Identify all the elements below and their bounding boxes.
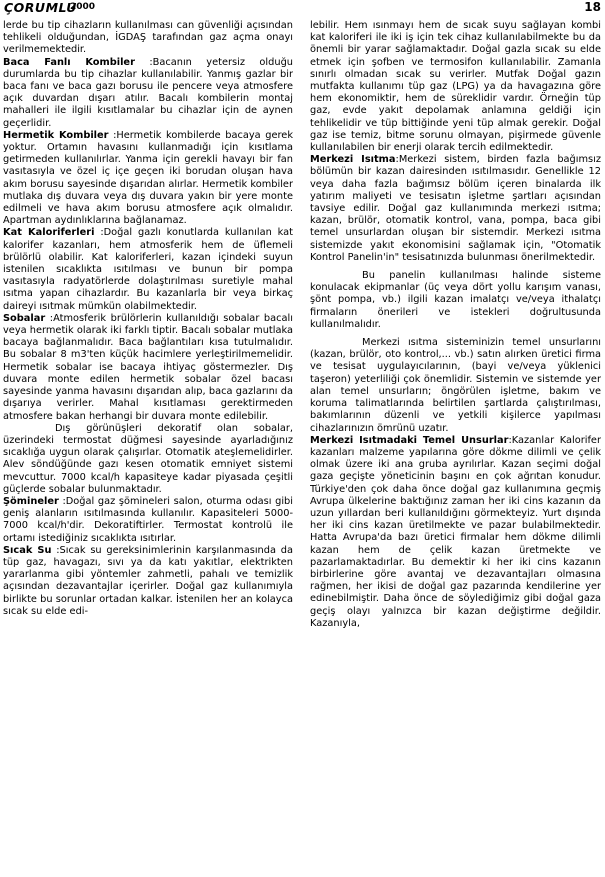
paragraph [3,496,293,545]
paragraph-text: :Bacanın yetersiz olduğu durumlarda bu tip cihazlar kullanılabilir. Yanmış gazlar bir baca fanı ve baca gazı borusu ile pencere veya atmosfere açık duvardan dışarı atılır. Bacalı kombilerin montaj mahalleri ile ilgili kısıtlamalar bu cihazlar için de aynen geçerlidir. [3,56,293,129]
section-heading: Sobalar [3,312,46,324]
section-heading: Hermetik Kombiler [3,129,109,141]
paragraph-text: :Kazanlar Kalorifer kazanları malzeme yapılarına göre dökme dilimli ve çelik olmak üzere iki ana gruba ayrılırlar. Kazan seçimi doğal gaza geçişte yöneticinin başını en çok ağrıtan konudur. Türkiye'den çok daha önce doğal gaz kullanımına geçmiş Avrupa ülkelerine baktığınız zaman her iki cins kazanın da uzun yıllardan beri kullanıldığını görmekteyiz. Yurt dışında her iki cins kazan üretilmekte ve pazar bulabilmektedir. Hatta Avrupa'da bazı üretici firmalar hem dökme dilimli kazan hem de çelik kazan üretmekte ve pazarlamaktadırlar. Bu demektir ki her iki cins kazanın birbirlerine göre avantaj ve dezavantajları olmasına rağmen, her ikisi de doğal gaz pazarında kendilerine yer edinebilmiştir. Daha önce de söylediğimiz gibi doğal gaza geçiş olayı yalnızca bir kazan değiştirme değildir. Kazanıyla, [310,434,601,629]
section-heading: Şömineler [3,495,59,507]
paragraph-text: :Doğal gaz şömineleri salon, oturma odası gibi geniş alanların ısıtılmasında kullanılır. Kapasiteleri 5000-7000 kcal/h'dir. Dekoratiftirler. Termostat kontrolü ile ortamı istediğiniz sıcaklıkta ısıtırlar. [3,495,293,544]
paragraph [3,20,293,57]
paragraph [310,20,601,154]
magazine-logo: ÇORUMLU [4,0,77,15]
left-text-column [3,20,293,875]
paragraph [3,227,293,312]
page-header [0,0,605,18]
paragraph-text: :Sıcak su gereksinimlerinin karşılanmasında da tüp gaz, havagazı, sıvı ya da katı yakıtlar, elektrikten yararlanma gibi yöntemler zahmetli, pahalı ve temizlik açısından dezavantajlar içerirler. Doğal gaz kullanımıyla birlikte bu sorunlar ortadan kalkar. İstenilen her an kolayca sıcak su elde edi- [3,544,293,617]
paragraph [3,57,293,130]
right-text-column [310,20,601,875]
paragraph [3,130,293,228]
paragraph [310,435,601,630]
section-heading: Merkezi Isıtmadaki Temel Unsurlar [310,434,509,446]
section-heading: Merkezi Isıtma [310,154,396,166]
paragraph-text: Merkezi ısıtma sisteminizin temel unsurlarını (kazan, brülör, oto kontrol,... vb.) satın alırken üretici firma ve tesisat uygulayıcılarının, (bayi ve/veya yüklenici taşeron) yeterliliği çok önemlidir. Sistemin ve sistemde yer alan temel unsurların; öngörülen işletme, bakım ve koruma talimatlarında belirtilen şartlarda çalıştırılması, bakımlarının düzenli ve yetkili kişilerce yapılması cihazlarınızın ömrünü uzatır. [310,337,601,434]
paragraph-text: :Hermetik kombilerde bacaya gerek yoktur. Ortamın havasını kullanmadığı için kısıtlama getirmeden kullanılırlar. Yanma için gerekli havayı bir fan vasıtasıyla ve özel iç içe geçen iki borudan oluşan hava akım borusu sayesinde dışarıdan alırlar. Hermetik kombiler mutlaka dış duvara veya dış duvara yakın bir yere monte edilmeli ve hava akım borusu atmosfere açık olmalıdır. Apartman aydınlıklarına bağlanamaz. [3,129,293,227]
paragraph [3,313,293,423]
section-heading: Sıcak Su [3,544,52,556]
paragraph [310,154,601,264]
paragraph-text: :Merkezi sistem, birden fazla bağımsız bölümün bir kazan dairesinden ısıtılmasıdır. Genellikle 12 veya daha fazla bağımsız bölüm içeren binalarda ilk yatırım maliyeti ve tesisatın işletme şartları açısından tavsiye edilir. Doğal gaz kullanımında merkezi ısıtma; kazan, brülör, otomatik kontrol, vana, pompa, baca gibi temel unsurlardan oluşan bir sistemdir. Merkezi ısıtma sistemizde yakıt ekonomisini sağlamak için, "Otomatik Kontrol Panelin'in" tesisatınızda bulunması önerilmektedir. [310,154,601,263]
paragraph [3,545,293,618]
paragraph-text: Dış görünüşleri dekoratif olan sobalar, üzerindeki termostat düğmesi sayesinde ayarladığınız sıcaklığa uygun olarak çalışırlar. Otomatik ateşlemelidirler. Alev söndüğünde gazı kesen otomatik emniyet sistemi mevcuttur. 7000 kcal/h kapasiteye kadar piyasada çeşitli güçlerde sobalar bulunmaktadır. [3,422,293,495]
paragraph-text: lebilir. Hem ısınmayı hem de sıcak suyu sağlayan kombi kat kaloriferi ile iki iş için tek cihaz kullanılabilmekte bu da önemli bir yarar sağlamaktadır. Doğal gazla sıcak su elde etmek için şofben ve termosifon kullanılabilir. Zamanla sınırlı olmadan sıcak su verirler. Mutfak Doğal gazın mutfakta kullanımı tüp gaz (LPG) ya da havagazına göre hem ekonomiktir, hem de süreklidir vardır. Örneğin tüp gaz, evde yakıt depolamak anlamına geldiği için tehlikelidir ve tüp bittiğinde yeni tüp almak gerekir. Doğal gaz ise temiz, bitme sorunu olmayan, pişirmede güvenle kullanılabilen bir enerji olarak tercih edilmektedir. [310,20,601,154]
paragraph-text: Bu panelin kullanılması halinde sisteme konulacak ekipmanlar (üç veya dört yollu karışım vanası, şönt pompa, vb.) ilgili kazan imalatçı ve/veya ithalatçı firmaların önerileri ve istekleri doğrultusunda kullanılmalıdır. [310,270,601,330]
issue-year: 2000 [70,2,96,12]
paragraph [310,337,601,435]
paragraph-text: :Atmosferik brülörlerin kullanıldığı sobalar bacalı veya hermetik olarak iki farklı tiptir. Bacalı sobalar mutlaka bacaya bağlanmalıdır. Baca bağlantıları kısa tutulmalıdır. Bu sobalar 8 m3'ten küçük hacimlere yerleştirilmemelidir. Hermetik sobalar ise bacaya ihtiyaç göstermezler. Dış duvara monte edilen hermetik sobalar özel bacası sayesinde yanma havasını dışarıdan alıp, baca gazlarını da dışarıya verirler. Mahal kısıtlaması gerektirmeden atmosfere bakan herhangi bir duvara monte edilebilir. [3,312,293,422]
paragraph-text: :Doğal gazlı konutlarda kullanılan kat kalorifer kazanları, hem atmosferik hem de üflemeli brülörlü olabilir. Kat kaloriferleri, kazan içindeki suyun istenilen sıcaklıkta ısıtılması ve bunun bir pompa vasıtasıyla radyatörlerde dolaştırılması suretiyle mahal ısıtma yapan cihazlardır. Bu kazanlarla bir veya birkaç daireyi ısıtmak mümkün olabilmektedir. [3,227,293,312]
page-number: 18 [584,0,601,14]
paragraph [3,423,293,496]
paragraph-text: lerde bu tip cihazların kullanılması can güvenliği açısından tehlikeli olduğundan, İGDAŞ tarafından gaz açma onayı verilmemektedir. [3,20,293,56]
section-heading: Baca Fanlı Kombiler [3,56,135,68]
section-heading: Kat Kaloriferleri [3,227,95,239]
paragraph [310,270,601,331]
